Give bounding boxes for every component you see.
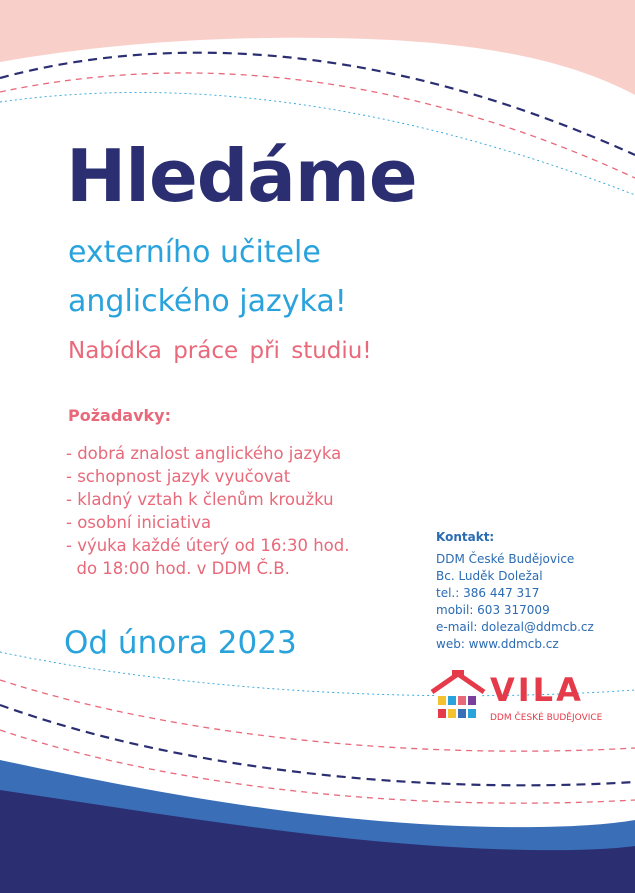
house-icon bbox=[430, 670, 486, 726]
contact-block bbox=[436, 529, 594, 653]
requirement-item: - kladný vztah k členům kroužku bbox=[66, 490, 334, 509]
contact-title: Kontakt: bbox=[436, 530, 495, 544]
requirement-item: - výuka každé úterý od 16:30 hod. bbox=[66, 536, 350, 555]
start-date: Od února 2023 bbox=[64, 625, 297, 661]
requirement-item: do 18:00 hod. v DDM Č.B. bbox=[66, 559, 290, 578]
headline: Hledáme bbox=[66, 134, 417, 218]
offer-text: Nabídka práce při studiu! bbox=[68, 338, 372, 364]
contact-organization: DDM České Budějovice bbox=[436, 552, 575, 566]
logo-name: VILA bbox=[490, 671, 584, 709]
contact-phone: tel.: 386 447 317 bbox=[436, 586, 540, 600]
vila-logo bbox=[430, 670, 603, 730]
top-peach-wave bbox=[0, 0, 635, 95]
subheading-line-1: externího učitele bbox=[68, 235, 321, 270]
contact-mobile: mobil: 603 317009 bbox=[436, 603, 550, 617]
requirements-list bbox=[66, 442, 349, 580]
contact-person: Bc. Luděk Doležal bbox=[436, 569, 543, 583]
requirement-item: - schopnost jazyk vyučovat bbox=[66, 467, 291, 486]
requirement-item: - osobní iniciativa bbox=[66, 513, 212, 532]
requirements-title: Požadavky: bbox=[68, 406, 171, 425]
contact-email: e-mail: dolezal@ddmcb.cz bbox=[436, 620, 594, 634]
logo-subtitle: DDM ČESKÉ BUDĚJOVICE bbox=[490, 713, 603, 723]
subheading-line-2: anglického jazyka! bbox=[68, 284, 347, 319]
contact-web: web: www.ddmcb.cz bbox=[436, 637, 559, 651]
requirement-item: - dobrá znalost anglického jazyka bbox=[66, 444, 342, 463]
